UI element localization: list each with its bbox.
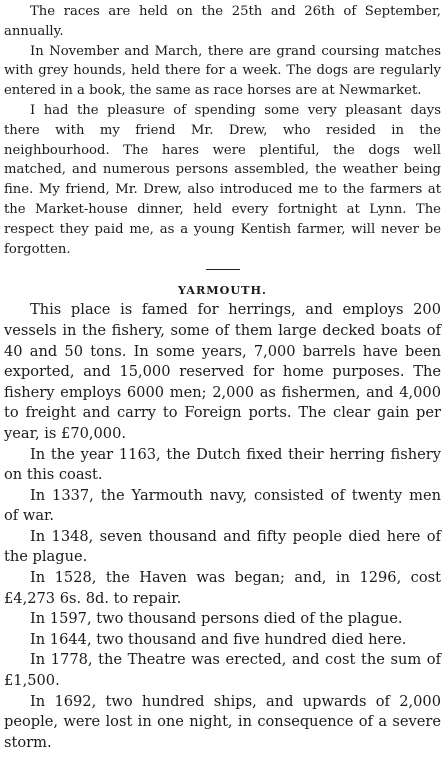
- paragraph-herrings: This place is famed for herrings, and employs 200 vessels in the fishery, some of them large decked boats of 40 and 50 tons. In some years, 7,000 barrels have been exported, and 15,000 reserved for home purposes. The fishery employs 6000 men; 2,000 as fishermen, and 4,000 to freight and carry to Foreign ports. The clear gain per year, is £70,000.: [4, 301, 441, 442]
- yarmouth-section: [4, 300, 441, 753]
- paragraph-1337: In 1337, the Yarmouth navy, consisted of twenty men of war.: [4, 486, 441, 525]
- paragraph-1163: In the year 1163, the Dutch fixed their herring fishery on this coast.: [4, 445, 441, 484]
- section-heading: YARMOUTH.: [178, 283, 267, 298]
- paragraph-1692: In 1692, two hundred ships, and upwards of 2,000 people, were lost in one night, in consequence of a severe storm.: [4, 692, 441, 751]
- paragraph-1778: In 1778, the Theatre was erected, and cost the sum of £1,500.: [4, 651, 441, 690]
- paragraph-races: The races are held on the 25th and 26th of September, annually.: [4, 4, 441, 39]
- paragraph-mr-drew: I had the pleasure of spending some very pleasant days there with my friend Mr. Drew, who resided in the neighbourhood. The hares were plentiful, the dogs well matched, and numerous persons assembled, the weather being fine. My friend, Mr. Drew, also introduced me to the farmers at the Market-house dinner, held every fortnight at Lynn. The respect they paid me, as a young Kentish farmer, will never be forgotten.: [4, 102, 441, 257]
- paragraph-1348: In 1348, seven thousand and fifty people died here of the plague.: [4, 527, 441, 566]
- paragraph-1644: In 1644, two thousand and five hundred died here.: [30, 630, 407, 648]
- paragraph-coursing: In November and March, there are grand coursing matches with grey hounds, held there for a week. The dogs are regularly entered in a book, the same as race horses are at Newmarket.: [4, 43, 441, 99]
- paragraph-1597: In 1597, two thousand persons died of the plague.: [30, 610, 403, 628]
- lynn-section: [4, 2, 441, 259]
- paragraph-1528: In 1528, the Haven was began; and, in 1296, cost £4,273 6s. 8d. to repair.: [4, 569, 441, 607]
- section-divider: [206, 269, 240, 270]
- book-page: [4, 2, 441, 753]
